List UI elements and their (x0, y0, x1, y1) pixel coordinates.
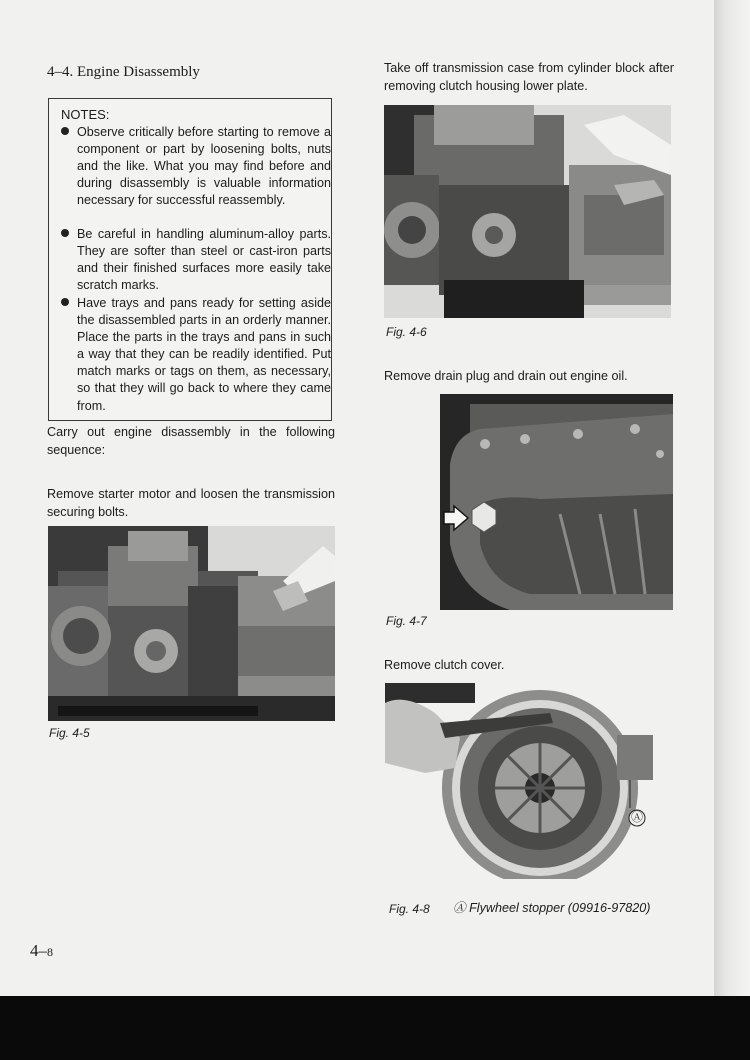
engine-photo-fig-4-5 (48, 526, 335, 721)
page-number-minor: 8 (47, 945, 53, 959)
scan-border (0, 996, 750, 1060)
callout-a-marker: Ⓐ (631, 810, 644, 824)
page-edge (714, 0, 750, 996)
figure-label: Fig. 4-8 (389, 902, 430, 916)
intro-paragraph: Carry out engine disassembly in the following sequence: (47, 425, 335, 457)
notes-heading: NOTES: (61, 107, 110, 122)
page-number (30, 941, 53, 961)
figure-label: Fig. 4-7 (386, 614, 427, 628)
bullet-icon (61, 298, 69, 306)
figure-label: Fig. 4-5 (49, 726, 90, 740)
step-remove-clutch-cover: Remove clutch cover. (384, 658, 505, 672)
note-text: Have trays and pans ready for setting aside the disassembled parts in an orderly manner. Place the parts in the trays and pans in such a way that they can be readily identified. Put match marks or tags on them, as necessary, so that they will go back to where they came from. (77, 296, 331, 413)
step-remove-starter: Remove starter motor and loosen the transmission securing bolts. (47, 487, 335, 519)
bullet-icon (61, 127, 69, 135)
step-remove-transmission: Take off transmission case from cylinder block after removing clutch housing lower plate. (384, 61, 674, 93)
page-number-major: 4– (30, 941, 47, 960)
engine-photo-fig-4-6 (384, 105, 671, 318)
note-text: Be careful in handling aluminum-alloy parts. They are softer than steel or cast-iron parts and their finished surfaces more easily take scratch marks. (77, 227, 331, 293)
clutch-photo-fig-4-8 (385, 683, 665, 879)
step-drain-oil: Remove drain plug and drain out engine oil. (384, 369, 628, 383)
notes-box (48, 98, 332, 421)
transmission-removal-photo (384, 105, 671, 318)
clutch-cover-flywheel-photo (385, 683, 665, 879)
engine-starter-photo (48, 526, 335, 721)
flywheel-stopper-caption: Ⓐ Flywheel stopper (09916-97820) (453, 901, 651, 915)
section-title: 4–4. Engine Disassembly (47, 64, 200, 80)
note-text: Observe critically before starting to remove a component or part by loosening bolts, nuts and the like. What you may find before and during disassembly is valuable information necessary for successful reassembly. (77, 125, 331, 208)
figure-label: Fig. 4-6 (386, 325, 427, 339)
oil-pan-drain-plug-photo (440, 394, 673, 610)
oil-pan-photo-fig-4-7 (440, 394, 673, 610)
bullet-icon (61, 229, 69, 237)
